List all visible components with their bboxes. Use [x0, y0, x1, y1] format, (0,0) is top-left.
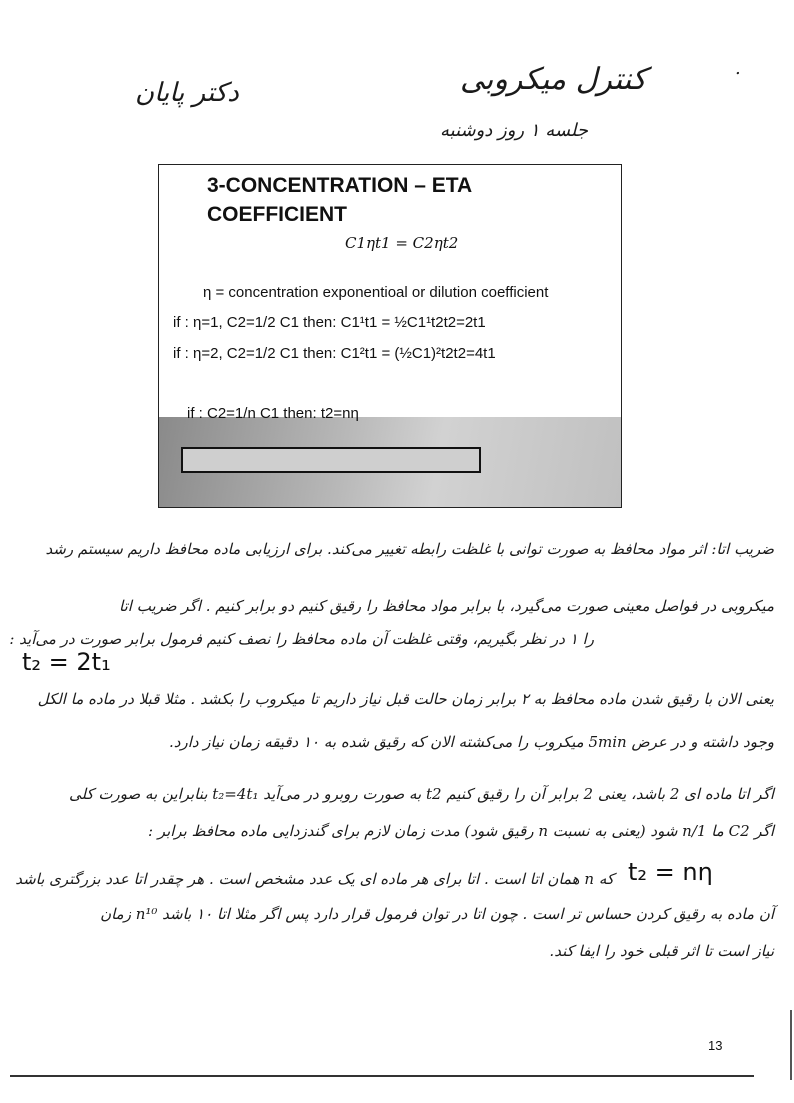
header-session-note: جلسه ۱ روز دوشنبه	[440, 120, 589, 141]
slide-case-eta-2: if : η=2, C2=1/2 C1 then: C1²t1 = (½C1)²t2t2=4t1	[173, 345, 496, 362]
slide-case-eta-1: if : η=1, C2=1/2 C1 then: C1¹t1 = ½C1¹t2t2=2t1	[173, 314, 486, 331]
note-line-6: اگر اتا ماده ای 2 باشد، یعنی 2 برابر آن را رقیق کنیم t2 به صورت روبرو در می‌آید t₂=4t₁ بنابراین به صورت کلی	[69, 785, 774, 803]
bottom-rule	[10, 1075, 754, 1077]
slide-case-general: if : C2=1/n C1 then: t2=nη	[187, 405, 359, 422]
slide-eta-definition: η = concentration exponentioal or dilution coefficient	[203, 284, 549, 301]
slide-empty-box	[181, 447, 481, 473]
note-math-t2-2t1: t₂ = 2t₁	[22, 648, 111, 676]
note-line-5: وجود داشته و در عرض 5min میکروب را می‌کشته الان که رقیق شده به ۱۰ دقیقه زمان نیاز دارد.	[169, 733, 774, 751]
note-line-1: ضریب اتا: اثر مواد محافظ به صورت توانی با غلظت رابطه تغییر می‌کند. برای ارزیابی ماده محافظ داریم سیستم رشد	[45, 540, 774, 558]
right-edge-mark	[790, 1010, 792, 1080]
slide-main-formula: C1ηt1 = C2ηt2	[345, 234, 459, 252]
lecture-slide	[158, 164, 622, 508]
note-line-7: اگر C2 ما 1/n شود (یعنی به نسبت n رقیق شود) مدت زمان لازم برای گندزدایی ماده محافظ برابر :	[147, 822, 774, 840]
note-line-2: میکروبی در فواصل معینی صورت می‌گیرد، با برابر مواد محافظ را رقیق کنیم دو برابر کنیم . اگر ضریب اتا	[119, 597, 774, 615]
header-doctor-name: دکتر پایان	[135, 78, 239, 108]
slide-title: 3-CONCENTRATION – ETA COEFFICIENT	[207, 174, 472, 226]
note-line-9: آن ماده به رقیق کردن حساس تر است . چون اتا در توان فرمول قرار دارد پس اگر مثلا اتا ۱۰ باشد n¹⁰ زمان	[100, 905, 774, 923]
note-line-3: را ۱ در نظر بگیریم، وقتی غلظت آن ماده محافظ را نصف کنیم فرمول برابر صورت در می‌آید :	[9, 630, 594, 648]
note-line-4: یعنی الان با رقیق شدن ماده محافظ به ۲ برابر زمان حالت قبل نیاز داریم تا میکروب را بکشد . مثلا قبلا در ماده ما الکل	[37, 690, 774, 708]
note-math-t2-n-eta: t₂ = nη	[628, 858, 713, 886]
note-line-10: نیاز است تا اثر قبلی خود را ایفا کند.	[549, 942, 774, 960]
header-mark: .	[735, 58, 741, 79]
page-number: 13	[708, 1038, 723, 1053]
header-course-title: کنترل میکروبی	[460, 62, 647, 97]
note-line-8: که n همان اتا است . اتا برای هر ماده ای یک عدد مشخص است . هر چقدر اتا عدد بزرگتری باشد	[15, 870, 614, 888]
